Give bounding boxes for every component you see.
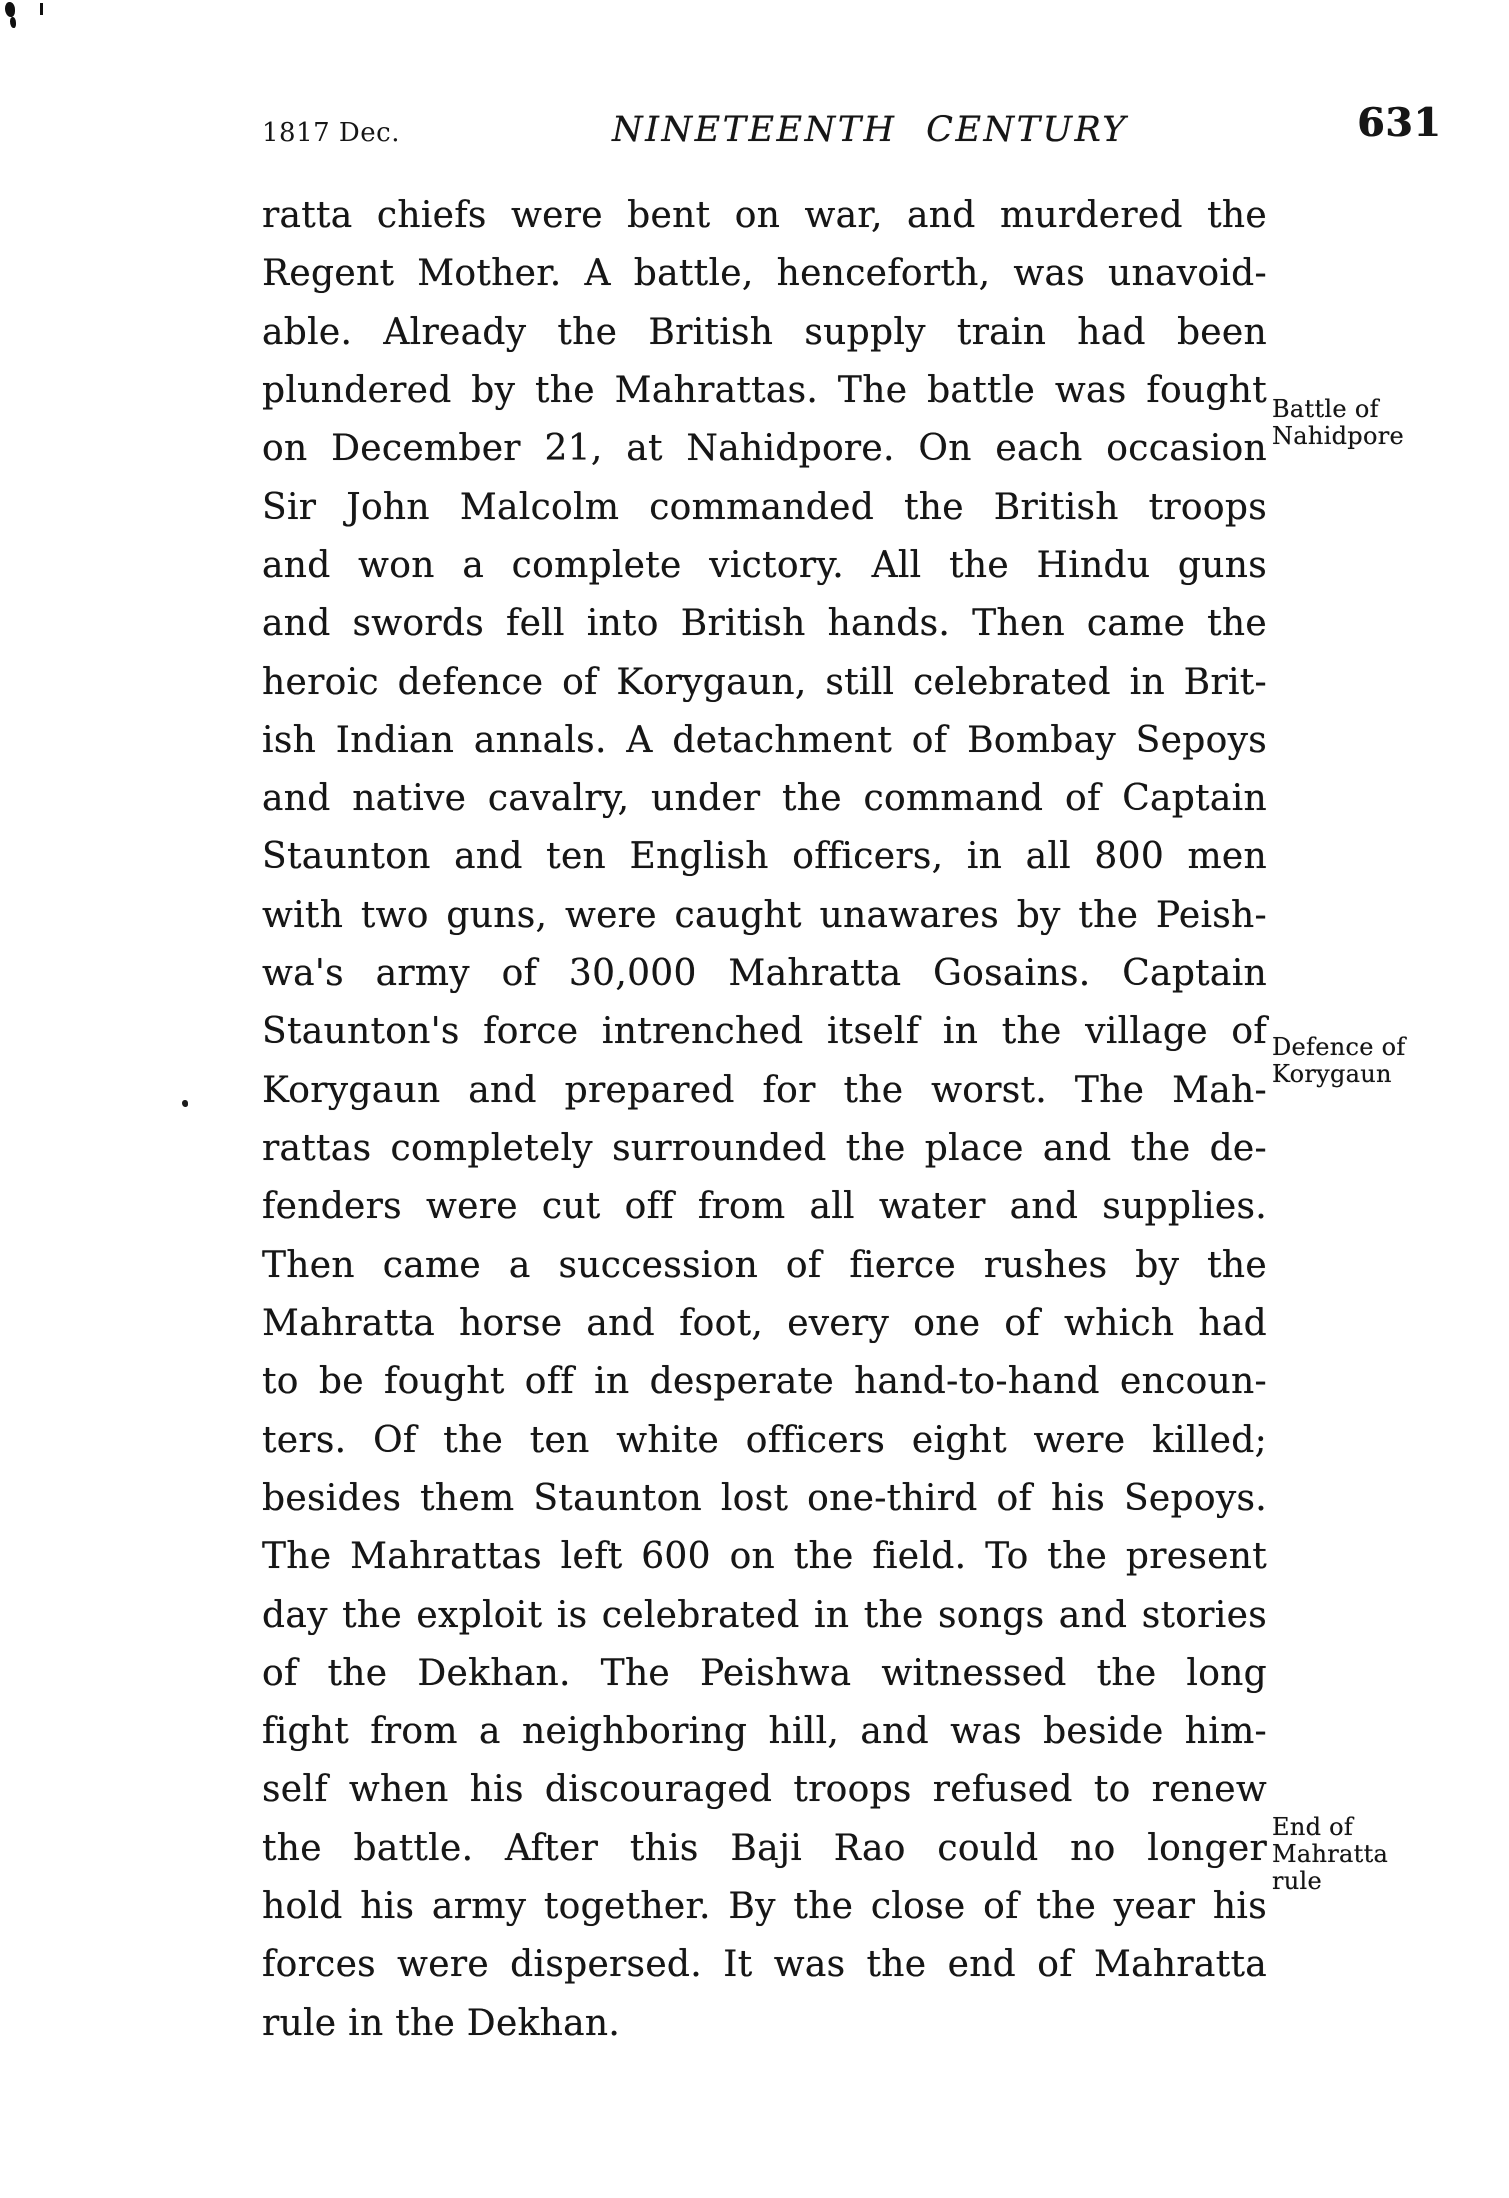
ink-speck: [5, 2, 15, 17]
body-line: The Mahrattas left 600 on the field. To the present: [262, 1536, 1267, 1578]
body-line: plundered by the Mahrattas. The battle was fought: [262, 369, 1267, 411]
body-line: besides them Staunton lost one-third of his Sepoys.: [262, 1477, 1267, 1519]
body-line: Regent Mother. A battle, henceforth, was unavoid-: [262, 253, 1267, 295]
body-line: and won a complete victory. All the Hindu guns: [262, 544, 1267, 586]
body-line: on December 21, at Nahidpore. On each occasion: [262, 428, 1267, 470]
body-line: and native cavalry, under the command of Captain: [262, 778, 1267, 820]
body-line: and swords fell into British hands. Then came the: [262, 603, 1267, 645]
body-line: the battle. After this Baji Rao could no longer: [262, 1827, 1267, 1869]
margin-note-line: Defence of: [1272, 1033, 1406, 1061]
body-line: wa's army of 30,000 Mahratta Gosains. Captain: [262, 953, 1267, 995]
body-line: self when his discouraged troops refused to renew: [262, 1769, 1267, 1811]
body-line: heroic defence of Korygaun, still celebrated in Brit-: [262, 661, 1267, 703]
header-date: 1817 Dec.: [262, 118, 400, 148]
body-line: to be fought off in desperate hand-to-hand encoun-: [262, 1361, 1267, 1403]
margin-note-line: Mahratta: [1272, 1840, 1389, 1868]
ink-speck: [40, 3, 43, 15]
margin-note-line: End of: [1272, 1813, 1354, 1841]
margin-note-line: Korygaun: [1272, 1060, 1392, 1088]
body-line: ish Indian annals. A detachment of Bombay Sepoys: [262, 719, 1267, 761]
running-head-title: NINETEENTH CENTURY: [612, 110, 1128, 150]
body-line: Then came a succession of fierce rushes by the: [262, 1244, 1267, 1286]
body-line: Staunton and ten English officers, in all 800 men: [262, 836, 1267, 878]
body-line: rattas completely surrounded the place and the de-: [262, 1128, 1267, 1169]
body-line: of the Dekhan. The Peishwa witnessed the long: [262, 1652, 1267, 1694]
margin-note-line: Nahidpore: [1272, 422, 1404, 450]
body-line: Staunton's force intrenched itself in the village of: [262, 1011, 1267, 1053]
margin-note-line: rule: [1272, 1867, 1323, 1895]
body-line: Mahratta horse and foot, every one of which had: [262, 1302, 1267, 1344]
margin-note-defence-of-korygaun: [1272, 1034, 1497, 1088]
body-line: day the exploit is celebrated in the songs and stories: [262, 1594, 1267, 1636]
body-line: fight from a neighboring hill, and was beside him-: [262, 1711, 1267, 1753]
margin-note-end-of-mahratta-rule: [1272, 1814, 1497, 1895]
ink-speck: [182, 1100, 188, 1107]
body-line: Korygaun and prepared for the worst. The Mah-: [262, 1069, 1267, 1111]
body-line: with two guns, were caught unawares by the Peish-: [262, 894, 1267, 936]
body-line: fenders were cut off from all water and supplies.: [262, 1186, 1267, 1228]
body-line: ratta chiefs were bent on war, and murdered the: [262, 195, 1267, 236]
margin-note-line: Battle of: [1272, 395, 1379, 423]
body-line: Sir John Malcolm commanded the British troops: [262, 486, 1267, 528]
body-line: rule in the Dekhan.: [262, 2002, 621, 2044]
body-text-column: [262, 187, 1267, 2053]
page-number: 631: [1358, 100, 1443, 146]
margin-note-battle-of-nahidpore: [1272, 396, 1497, 450]
body-line: ters. Of the ten white officers eight were killed;: [262, 1419, 1267, 1461]
body-line: able. Already the British supply train had been: [262, 311, 1267, 353]
body-line: forces were dispersed. It was the end of Mahratta: [262, 1944, 1267, 1986]
body-line: hold his army together. By the close of the year his: [262, 1886, 1267, 1928]
